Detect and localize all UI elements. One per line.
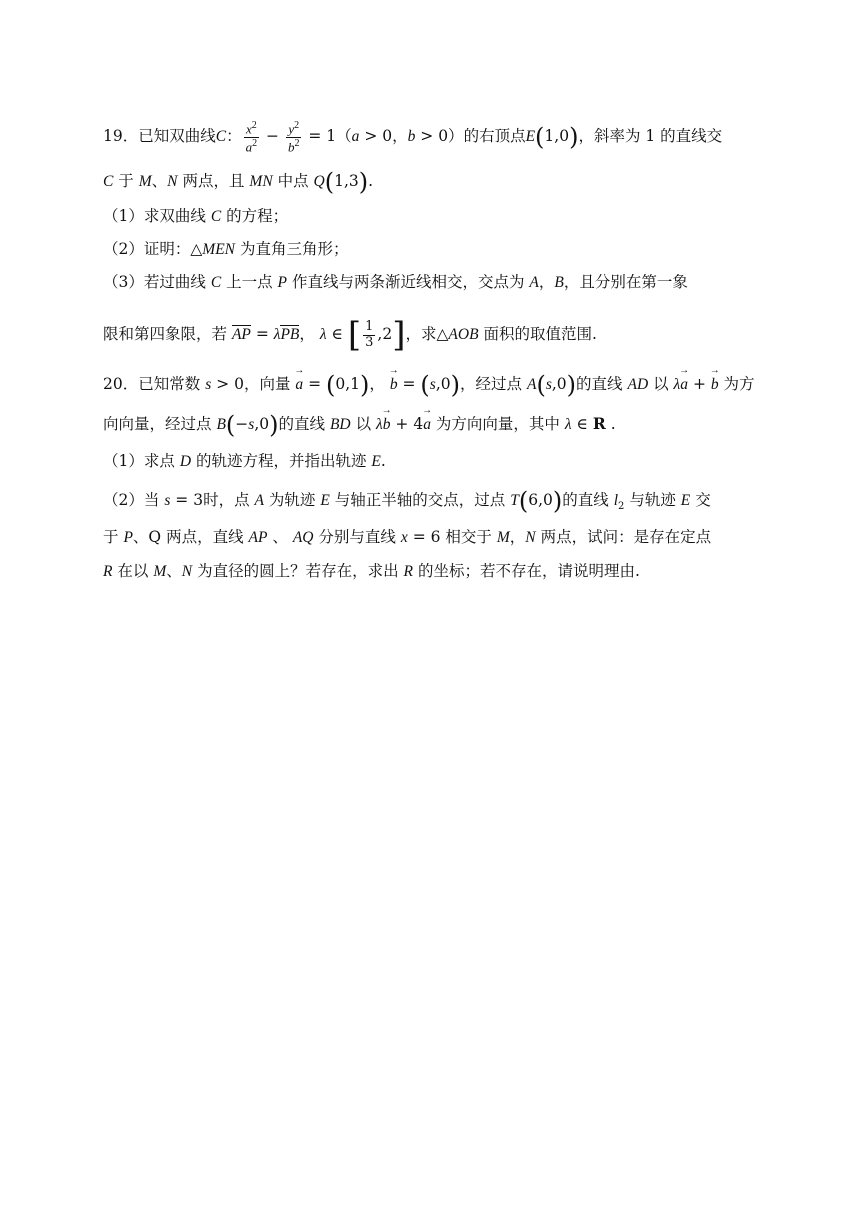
fraction-y2-b2: $\frac{y^2}{b^2}$ — [287, 120, 300, 154]
q19-sub2: （2）证明：△MEN 为直角三角形； — [103, 240, 349, 258]
q20-sub1: （1）求点 D 的轨迹方程，并指出轨迹 E. — [103, 452, 386, 470]
q19-sub1: （1）求双曲线 C 的方程； — [103, 207, 289, 225]
q19-number: 19． — [103, 127, 139, 146]
q19-line6: 限和第四象限，若 AP = λPB， λ ∈ [ $\frac{1}{3}$ ,2]，求△AOB 面积的取值范围. — [103, 315, 597, 355]
q19-sub3: （3）若过曲线 C 上一点 P 作直线与两条渐近线相交，交点为 A，B，且分别在第一象 — [103, 273, 688, 291]
fraction-one-third: $\frac{1}{3}$ — [365, 319, 374, 350]
q19-line2: C 于 M、N 两点，且 MN 中点 Q(1,3). — [103, 168, 374, 196]
q20-sub2: （2）当 s = 3时，点 A 为轨迹 E 与轴正半轴的交点，过点 T(6,0)的直线 $l_2$ 与轨迹 E 交 — [103, 487, 711, 515]
fraction-x2-a2: $\frac{x^2}{a^2}$ — [245, 120, 258, 154]
q20-line5: 于 P、Q 两点，直线 AP 、 AQ 分别与直线 x = 6 相交于 M，N 两点，试问：是存在定点 — [103, 528, 712, 546]
q20-line1: 20．已知常数 s > 0，向量 a → = (0,1)， b → = (s,0)，经过点 A(s,0)的直线 AD 以 λa → + b → 为方 — [103, 373, 755, 397]
q20-number: 20． — [103, 375, 139, 393]
q20-line2: 向向量，经过点 B(−s,0)的直线 BD 以 λb → + 4a → 为方向向量，其中 λ ∈ R . — [103, 413, 616, 437]
q20-line6: R 在以 M、N 为直径的圆上？若存在，求出 R 的坐标；若不存在，请说明理由. — [103, 562, 640, 580]
q19-line1: 19．已知双曲线C： $\frac{x^2}{a^2}$ − $\frac{y^2}{b^2}$ = 1（a > 0，b > 0）的右顶点E(1,0)，斜率为 1 的直线交 — [103, 120, 723, 154]
